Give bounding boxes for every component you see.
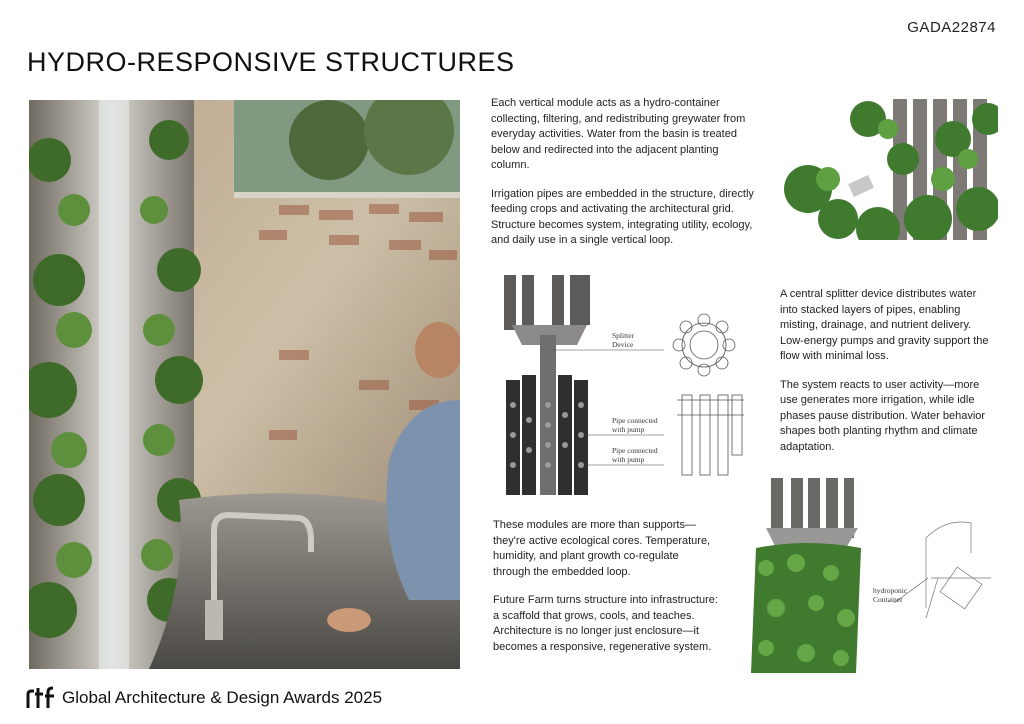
hydroponic-container-label: hydroponic Container [873, 586, 908, 604]
hydroponic-render [746, 478, 996, 673]
footer [26, 686, 382, 710]
footer-award-text: Global Architecture & Design Awards 2025 [62, 688, 383, 707]
paragraph: Future Farm turns structure into infrastructure: a scaffold that grows, cools, and teaches. Architecture is no longer just enclosure—it becomes a responsive, regenerative system. [493, 594, 718, 653]
text-block-bottom [493, 518, 718, 668]
main-photo [29, 100, 460, 669]
paragraph: Irrigation pipes are embedded in the structure, directly feeding crops and activating the architectural grid. Structure becomes system, integrating utility, ecology, and daily use in a single vertical loop. [491, 187, 754, 246]
pipe-label-2: Pipe connected with pump [612, 446, 658, 464]
paragraph: A central splitter device distributes water into stacked layers of pipes, enabling misting, drainage, and nutrient delivery. Low-energy pumps and gravity support the flow with minimal loss. [780, 288, 989, 362]
paragraph: Each vertical module acts as a hydro-container collecting, filtering, and redistributing greywater from everyday activities. Water from the basin is treated below and redirected into the adjacent planting column. [491, 97, 746, 171]
text-block-top [491, 96, 759, 262]
text-block-right [780, 287, 992, 468]
splitter-diagram [492, 275, 747, 500]
rtf-logo [26, 686, 56, 710]
project-code: GADA22874 [907, 19, 996, 36]
plant-column-render [778, 99, 998, 240]
paragraph: These modules are more than supports—they're active ecological cores. Temperature, humidity, and plant growth co-regulate through the embedded loop. [493, 519, 711, 578]
page-title: HYDRO-RESPONSIVE STRUCTURES [27, 47, 515, 77]
splitter-device-label: Splitter Device [612, 331, 635, 349]
pipe-label-1: Pipe connected with pump [612, 416, 658, 434]
paragraph: The system reacts to user activity—more use generates more irrigation, while idle phases pause distribution. Water behavior shapes both planting rhythm and climate adaptation. [780, 378, 986, 453]
